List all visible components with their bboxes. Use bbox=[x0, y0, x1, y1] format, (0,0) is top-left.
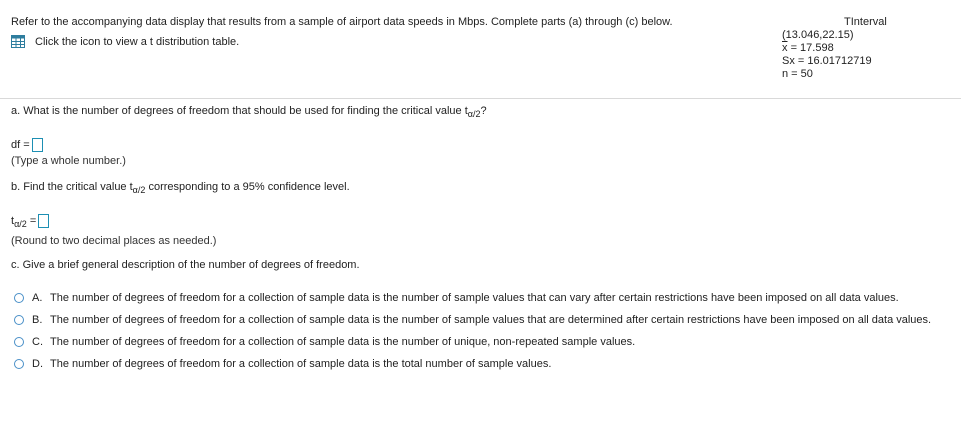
option-c[interactable] bbox=[14, 336, 954, 348]
option-text: The number of degrees of freedom for a collection of sample data is the number of sample values that are determined after certain restrictions have been imposed on all data values. bbox=[50, 314, 932, 326]
tinterval-mean bbox=[782, 42, 887, 55]
table-icon[interactable] bbox=[11, 35, 25, 48]
critical-value-label: $t_{\alpha/2}$ = bbox=[11, 214, 37, 229]
part-a-hint: (Type a whole number.) bbox=[11, 155, 126, 167]
part-a-prompt: a. What is the number of degrees of freedom that should be used for finding the critical value $t_{\alpha/2}$? bbox=[11, 105, 487, 119]
option-letter: A. bbox=[32, 292, 43, 304]
option-letter: D. bbox=[32, 358, 43, 370]
critical-value-input[interactable] bbox=[38, 214, 49, 228]
df-row bbox=[11, 138, 43, 152]
part-b-prompt: b. Find the critical value $t_{\alpha/2}$ corresponding to a 95% confidence level. bbox=[11, 181, 350, 195]
part-c-prompt: c. Give a brief general description of the number of degrees of freedom. bbox=[11, 259, 360, 271]
options-list bbox=[14, 292, 954, 380]
question-intro: Refer to the accompanying data display that results from a sample of airport data speeds in Mbps. Complete parts (a) through (c) below. bbox=[11, 16, 673, 28]
option-a[interactable] bbox=[14, 292, 954, 304]
xbar-value: = 17.598 bbox=[790, 42, 834, 54]
tinterval-interval: (13.046,22.15) bbox=[782, 29, 854, 41]
option-letter: B. bbox=[32, 314, 43, 326]
tinterval-title: TInterval bbox=[844, 16, 887, 28]
option-b[interactable] bbox=[14, 314, 954, 326]
radio-button[interactable] bbox=[14, 359, 24, 369]
xbar-symbol: $\overline{x}$ bbox=[782, 42, 788, 54]
df-answer-input[interactable] bbox=[32, 138, 43, 152]
option-d[interactable] bbox=[14, 358, 954, 370]
radio-button[interactable] bbox=[14, 337, 24, 347]
radio-button[interactable] bbox=[14, 293, 24, 303]
tinterval-n: n = 50 bbox=[782, 68, 813, 80]
df-label: df = bbox=[11, 138, 30, 151]
option-text: The number of degrees of freedom for a collection of sample data is the number of sample values that can vary after certain restrictions have been imposed on all data values. bbox=[50, 292, 899, 304]
divider bbox=[0, 98, 961, 99]
t-table-link-text[interactable]: Click the icon to view a t distribution table. bbox=[35, 35, 240, 48]
option-text: The number of degrees of freedom for a collection of sample data is the total number of sample values. bbox=[50, 358, 552, 370]
radio-button[interactable] bbox=[14, 315, 24, 325]
t-table-link[interactable] bbox=[11, 35, 239, 48]
critical-value-row bbox=[11, 214, 49, 228]
tinterval-sx: Sx = 16.01712719 bbox=[782, 55, 872, 67]
tinterval-display bbox=[782, 16, 887, 81]
part-b-hint: (Round to two decimal places as needed.) bbox=[11, 235, 217, 247]
option-letter: C. bbox=[32, 336, 43, 348]
option-text: The number of degrees of freedom for a collection of sample data is the number of unique, non-repeated sample values. bbox=[50, 336, 636, 348]
